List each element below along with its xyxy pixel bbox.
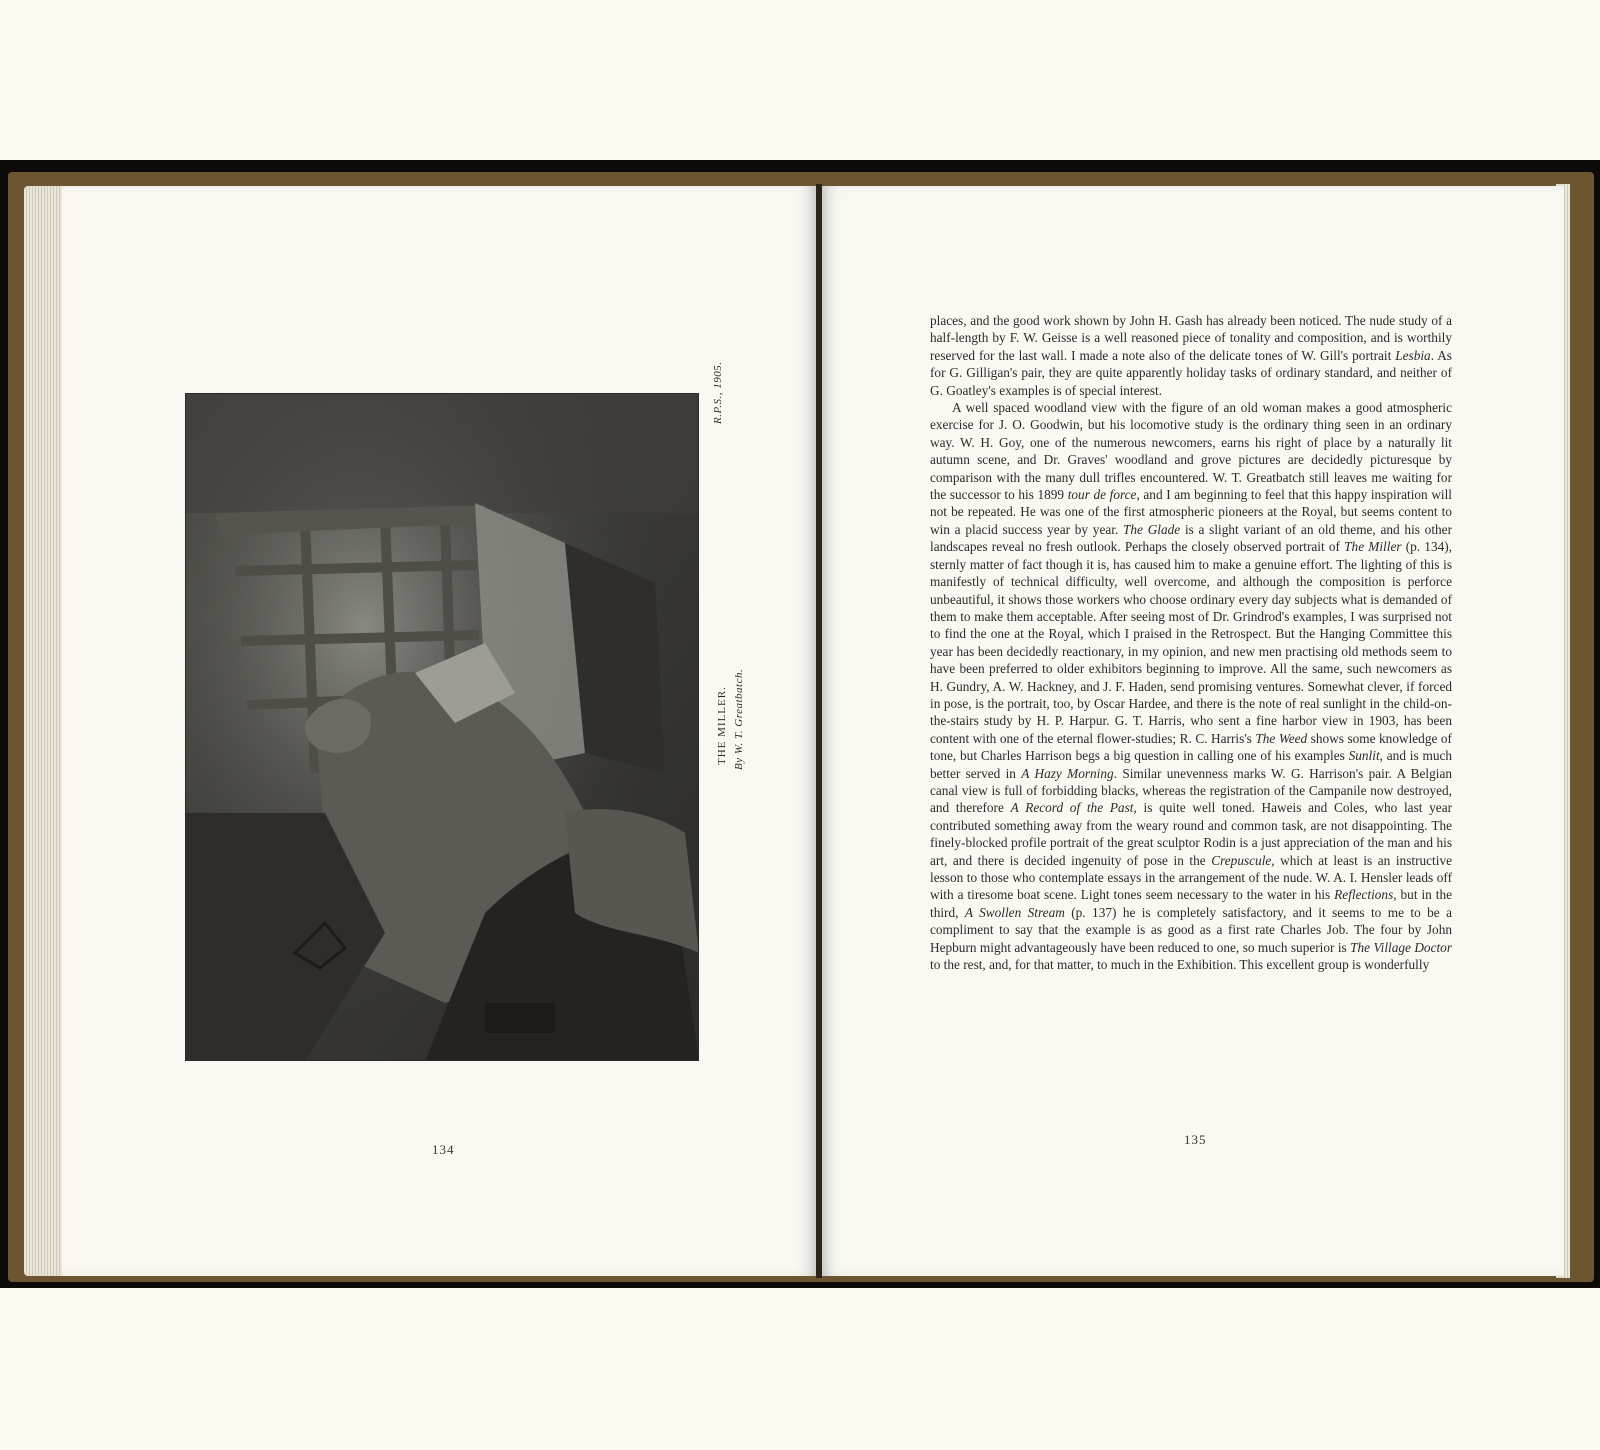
plate-author: By W. T. Greatbatch. xyxy=(733,668,745,770)
text-run: A well spaced woodland view with the figure of an old woman makes a good atmospheric exercise for J. O. Goodwin, but his locomotive study is the ordinary thing seen in an ordinary way. W. H. Goy, one of the numerous newcomers, earns his right of place by a naturally lit autumn scene, and Dr. Graves' woodland and grove pictures are decidedly picturesque by comparison with the many dull trifles encountered. W. T. Greatbatch still leaves me waiting for the successor to his 1899 xyxy=(930,400,1452,503)
text-run: is a slight variant of an old theme, and his other landscapes reveal no fresh outlook. Perhaps the closely observed portrait of xyxy=(930,521,1453,555)
italic-title-run: Sunlit xyxy=(1348,748,1380,764)
text-run: , and I am beginning to feel that this happy inspiration will not be repeated. He was one of the first atmospheric pioneers at the Royal, but seems content to win a placid success year by year. xyxy=(930,487,1452,537)
text-run: (p. 134), sternly matter of fact though it is, has caused him to make a genuine effort. The lighting of this is manifestly of technical difficulty, well overcome, and although the composition is perforce unbeautiful, it shows those workers who choose ordinary every day subjects what is demanded of them to make them acceptable. After seeing most of Dr. Grindrod's examples, I was surprised not to find the one at the Royal, which I praised in the Retrospect. But the Hanging Committee this year has been decidedly reactionary, in my opinion, and new men practising old methods seem to have been preferred to older exhibitors beginning to improve. All the same, such newcomers as H. Gundry, A. W. Hackney, and J. F. Haden, send promising ventures. Somewhat clever, if forced in pose, is the portrait, too, by Oscar Hardee, and there is the note of real sunlight in the child-on-the-stairs study by H. P. Harpur. G. T. Harris, who sent a fine harbor view in 1903, has been content with one of the eternal flower-studies; R. C. Harris's xyxy=(930,539,1452,746)
paragraph xyxy=(930,399,1452,973)
page-number-right: 135 xyxy=(1184,1132,1207,1147)
italic-title-run: A Hazy Morning xyxy=(1021,765,1114,781)
text-run: to the rest, and, for that matter, to much in the Exhibition. This excellent group is wonderfully xyxy=(930,957,1430,973)
italic-title-run: Lesbia xyxy=(1395,347,1431,363)
plate-title: THE MILLER. xyxy=(716,686,728,765)
italic-title-run: The Glade xyxy=(1123,521,1181,537)
paragraph xyxy=(930,312,1452,399)
page-number-left: 134 xyxy=(432,1142,455,1157)
italic-title-run: A Record of the Past xyxy=(1010,800,1134,816)
italic-title-run: Crepuscule xyxy=(1211,852,1272,868)
text-run: places, and the good work shown by John H. Gash has already been noticed. The nude study of a half-length by F. W. Geisse is a well reasoned piece of tonality and composition, and is worthily reserved for the last wall. I made a note also of the delicate tones of W. Gill's portrait xyxy=(930,313,1452,363)
plate-credit: R.P.S., 1905. xyxy=(712,361,724,424)
italic-title-run: The Village Doctor xyxy=(1350,939,1452,955)
text-run: , which at least is an instructive lesson to those who contemplate essays in the arrangement of the nude. W. A. I. Hensler leads off with a tiresome boat scene. Light tones seem necessary to the water in his xyxy=(930,852,1452,903)
body-text xyxy=(930,312,1452,973)
text-run: . As for G. Gilligan's pair, they are quite apparently holiday tasks of ordinary standard, and neither of G. Goatley's examples is of special interest. xyxy=(930,347,1452,398)
text-run: (p. 137) he is completely satisfactory, and it seems to me to be a compliment to say that the example is as good as a first rate Charles Job. The four by John Hepburn might advantageously have been reduced to one, so much superior is xyxy=(930,904,1452,955)
italic-title-run: Reflections xyxy=(1334,887,1394,903)
miller-photograph xyxy=(185,393,699,1061)
italic-title-run: tour de force xyxy=(1067,487,1137,503)
text-run: , is quite well toned. Haweis and Coles, who last year contributed something away from the weary round and common task, are not disappointing. The finely-blocked profile portrait of the great sculptor Rodin is a just appreciation of the man and his art, and there is decided ingenuity of pose in the xyxy=(930,800,1453,868)
text-run: , but in the third, xyxy=(930,887,1452,920)
text-run: shows some knowledge of tone, but Charles Harrison begs a big question in calling one of his examples xyxy=(930,730,1452,764)
italic-title-run: The Weed xyxy=(1255,730,1308,746)
italic-title-run: The Miller xyxy=(1344,539,1402,555)
miller-photograph-plate xyxy=(185,393,699,1061)
text-run: , and is much better served in xyxy=(930,748,1453,781)
text-run: . Similar unevenness marks W. G. Harrison's pair. A Belgian canal view is full of forbidding blacks, whereas the registration of the Campanile now destroyed, and therefore xyxy=(930,765,1452,816)
italic-title-run: A Swollen Stream xyxy=(964,904,1065,920)
book-gutter xyxy=(816,184,822,1278)
